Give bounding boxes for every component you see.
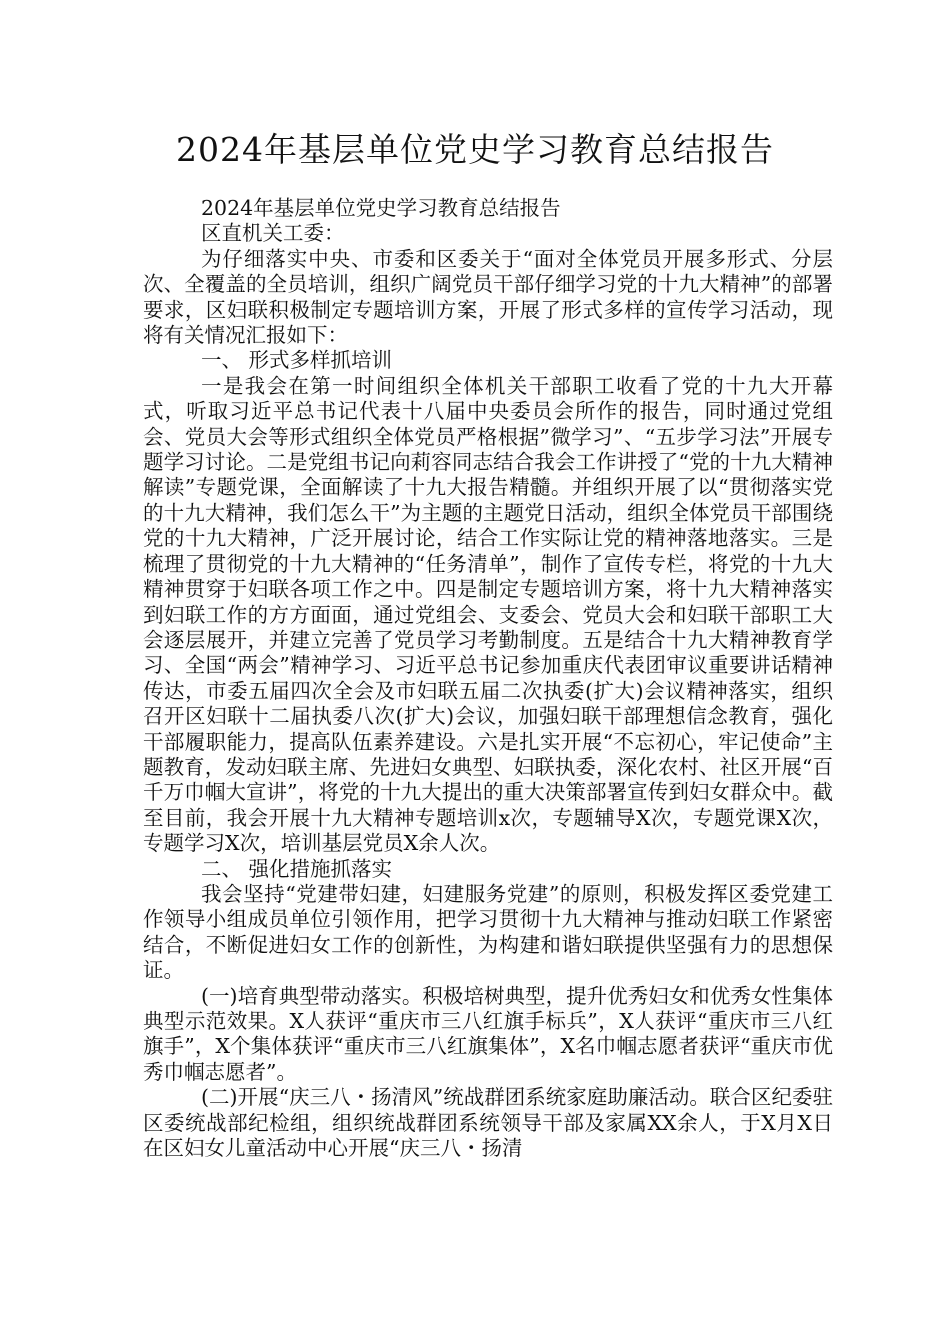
document-title: 2024年基层单位党史学习教育总结报告 bbox=[176, 130, 774, 169]
section-2-paragraph: 我会坚持“党建带妇建，妇建服务党建”的原则，积极发挥区委党建工作领导小组成员单位引领作用，把学习贯彻十九大精神与推动妇联工作紧密结合，不断促进妇女工作的创新性，为构建和谐妇联提供坚强有力的思想保证。 bbox=[143, 881, 833, 983]
section-1-paragraph: 一是我会在第一时间组织全体机关干部职工收看了党的十九大开幕式，听取习近平总书记代表十八届中央委员会所作的报告，同时通过党组会、党员大会等形式组织全体党员严格根据”微学习”、“五步学习法”开展专题学习讨论。二是党组书记向莉容同志结合我会工作讲授了“党的十九大精神解读”专题党课，全面解读了十九大报告精髓。并组织开展了以“贯彻落实党的十九大精神，我们怎么干”为主题的主题党日活动，组织全体党员干部围绕党的十九大精神，广泛开展讨论，结合工作实际让党的精神落地落实。三是梳理了贯彻党的十九大精神的“任务清单”，制作了宣传专栏，将党的十九大精神贯穿于妇联各项工作之中。四是制定专题培训方案，将十九大精神落实到妇联工作的方方面面，通过党组会、支委会、党员大会和妇联干部职工大会逐层展开，并建立完善了党员学习考勤制度。五是结合十九大精神教育学习、全国“两会”精神学习、习近平总书记参加重庆代表团审议重要讲话精神传达，市委五届四次全会及市妇联五届二次执委(扩大)会议精神落实，组织召开区妇联十二届执委八次(扩大)会议，加强妇联干部理想信念教育，强化干部履职能力，提高队伍素养建设。六是扎实开展“不忘初心，牢记使命”主题教育，发动妇联主席、先进妇女典型、妇联执委，深化农村、社区开展“百千万巾帼大宣讲”，将党的十九大提出的重大决策部署宣传到妇女群众中。截至目前，我会开展十九大精神专题培训x次，专题辅导X次，专题党课X次，专题学习X次，培训基层党员X余人次。 bbox=[143, 373, 833, 856]
intro-paragraph: 为仔细落实中央、市委和区委关于“面对全体党员开展多形式、分层次、全覆盖的全员培训，组织广阔党员干部仔细学习党的十九大精神”的部署要求，区妇联积极制定专题培训方案，开展了形式多样的宣传学习活动，现将有关情况汇报如下： bbox=[143, 246, 833, 348]
subsection-1-paragraph: (一)培育典型带动落实。积极培树典型，提升优秀妇女和优秀女性集体典型示范效果。X人获评“重庆市三八红旗手标兵”，X人获评“重庆市三八红旗手”，X个集体获评“重庆市三八红旗集体”，X名巾帼志愿者获评“重庆市优秀巾帼志愿者”。 bbox=[143, 983, 833, 1084]
document-body bbox=[143, 196, 833, 1161]
section-heading-2: 二、 强化措施抓落实 bbox=[201, 856, 393, 881]
subsection-2-paragraph: (二)开展“庆三八・扬清风”统战群团系统家庭助廉活动。联合区纪委驻区委统战部纪检组，组织统战群团系统领导干部及家属XX余人，于X月X日在区妇女儿童活动中心开展“庆三八・扬清 bbox=[143, 1085, 833, 1161]
section-heading-1: 一、 形式多样抓培训 bbox=[201, 348, 393, 373]
salutation: 区直机关工委： bbox=[201, 221, 345, 246]
body-subtitle: 2024年基层单位党史学习教育总结报告 bbox=[201, 196, 561, 220]
